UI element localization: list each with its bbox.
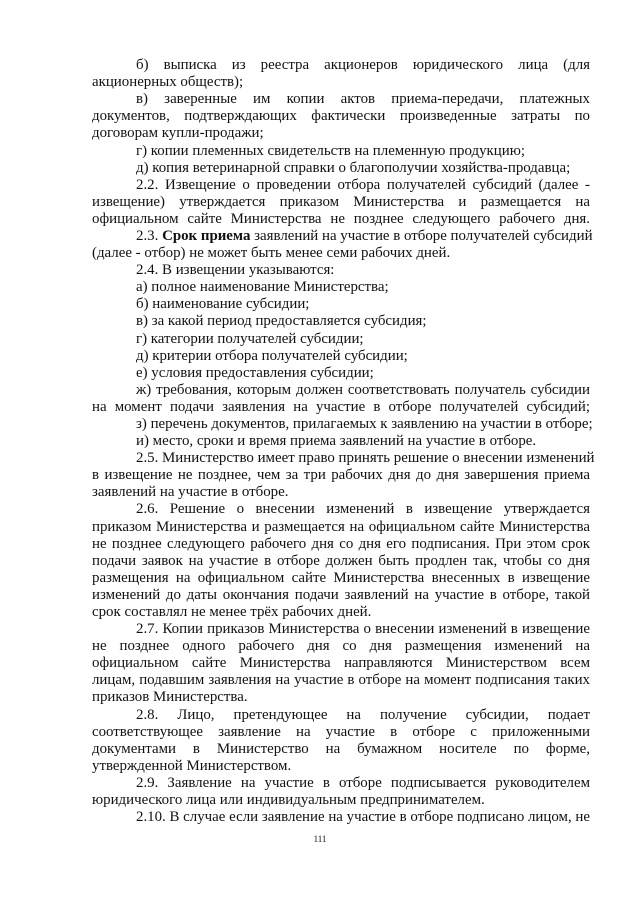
- page-number: 111: [313, 834, 327, 844]
- text-line: срок составлял не менее трёх рабочих дней.: [92, 603, 372, 620]
- text-line-2-3: [136, 227, 593, 245]
- text-line: документов, подтверждающих фактически произведенные затраты по: [92, 108, 590, 125]
- text-line: 2.7. Копии приказов Министерства о внесении изменений в извещение: [136, 621, 590, 637]
- text-line: г) категории получателей субсидии;: [136, 330, 364, 347]
- text-line: размещения на официальном сайте Министерства внесенных в извещение: [92, 569, 590, 586]
- text-line: официальном сайте Министерства не позднее следующего рабочего дня.: [92, 210, 590, 227]
- text-line: г) копии племенных свидетельств на племенную продукцию;: [136, 142, 525, 159]
- text-line: 2.4. В извещении указываются:: [136, 262, 335, 279]
- text-line: (далее - отбор) не может быть менее семи рабочих дней.: [92, 245, 451, 261]
- text-line: на момент подачи заявления на участие в отборе получателей субсидий;: [92, 398, 590, 415]
- text-line: лицам, подавшим заявления на участие в отборе на момент подписания таких: [92, 672, 590, 689]
- text-line: и) место, сроки и время приема заявлений на участие в отборе.: [136, 433, 537, 449]
- text-line: б) выписка из реестра акционеров юридического лица (для: [136, 57, 590, 73]
- text-line: 2.8. Лицо, претендующее на получение субсидии, подает: [136, 706, 590, 723]
- bold-term: Срок приема: [162, 227, 251, 244]
- text-line: а) полное наименование Министерства;: [136, 279, 389, 296]
- text-line: юридического лица или индивидуальным предпринимателем.: [92, 791, 485, 808]
- text-line: б) наименование субсидии;: [136, 296, 310, 313]
- text-line: з) перечень документов, прилагаемых к заявлению на участии в отборе;: [136, 415, 593, 432]
- text-line: заявлений на участие в отборе.: [92, 484, 289, 501]
- text-line: 2.10. В случае если заявление на участие в отборе подписано лицом, не: [136, 809, 590, 825]
- text-line: е) условия предоставления субсидии;: [136, 364, 374, 381]
- text-line: извещение) утверждается приказом Министерства и размещается на: [92, 193, 590, 210]
- text-run: 2.3.: [136, 227, 159, 244]
- text-line: акционерных обществ);: [92, 74, 244, 91]
- text-line: приказом Министерства и размещается на официальном сайте Министерства: [92, 518, 590, 535]
- text-line: документами в Министерство на бумажном носителе по форме,: [92, 740, 590, 757]
- text-line: изменений до даты окончания подачи заявлений на участие в отборе, такой: [92, 586, 590, 603]
- text-line: приказов Министерства.: [92, 689, 248, 706]
- text-line: в) за какой период предоставляется субсидия;: [136, 313, 427, 330]
- text-line: не позднее следующего рабочего дня со дня его подписания. При этом срок: [92, 535, 590, 552]
- text-line: ж) требования, которым должен соответствовать получатель субсидии: [136, 381, 590, 398]
- text-line: не позднее одного рабочего дня со дня размещения изменений на: [92, 638, 590, 655]
- text-run: заявлений на участие в отборе получателей субсидий: [254, 227, 593, 244]
- text-line: соответствующее заявление на участие в отборе с приложенными: [92, 723, 590, 740]
- text-line: 2.9. Заявление на участие в отборе подписывается руководителем: [136, 774, 590, 791]
- text-line: официальном сайте Министерства направляются Министерством всем: [92, 655, 590, 672]
- text-line: 2.5. Министерство имеет право принять решение о внесении изменений: [136, 450, 595, 467]
- text-line: утвержденной Министерством.: [92, 757, 292, 774]
- text-line: в извещение не позднее, чем за три рабочих дня до дня завершения приема: [92, 467, 590, 484]
- text-line: подачи заявок на участие в отборе должен быть продлен так, чтобы со дня: [92, 552, 590, 569]
- text-line: 2.6. Решение о внесении изменений в извещение утверждается: [136, 501, 590, 518]
- text-line: 2.2. Извещение о проведении отбора получателей субсидий (далее -: [136, 176, 590, 193]
- text-line: договорам купли-продажи;: [92, 125, 264, 142]
- text-line: в) заверенные им копии актов приема-передачи, платежных: [136, 91, 590, 108]
- text-line: д) критерии отбора получателей субсидии;: [136, 347, 408, 364]
- text-line: д) копия ветеринарной справки о благополучии хозяйства-продавца;: [136, 159, 571, 176]
